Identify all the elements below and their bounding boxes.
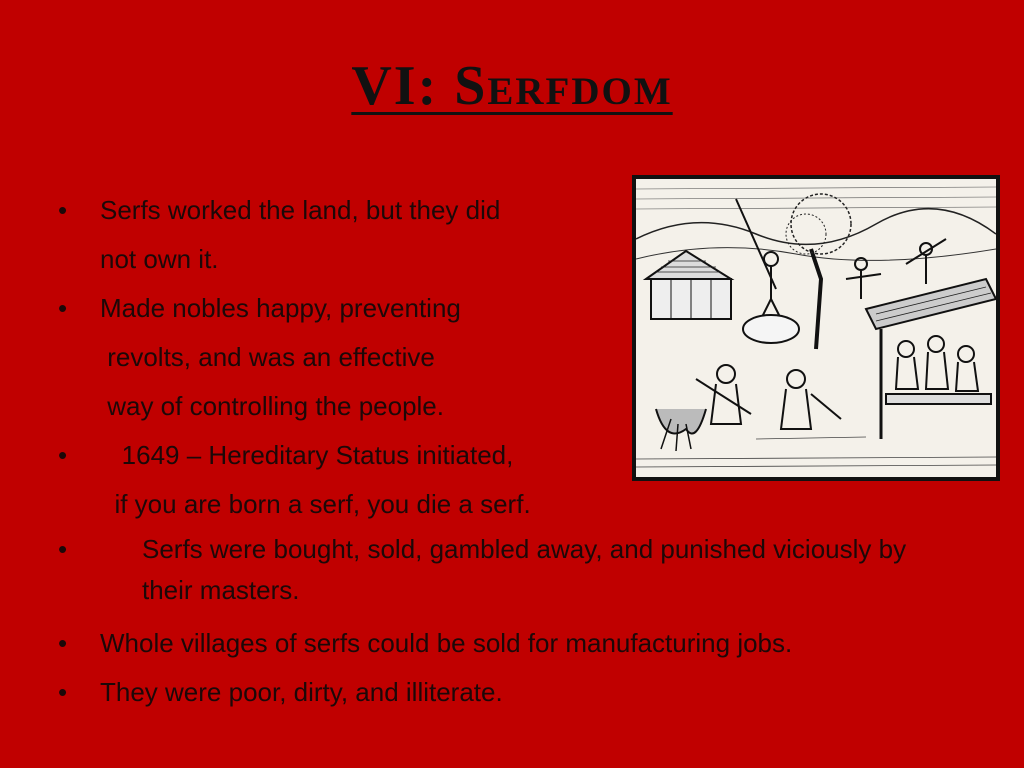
bullet-line [58, 668, 998, 717]
slide-title: VI: Serfdom [351, 55, 673, 117]
bullet-text: if you are born a serf, you die a serf. [100, 489, 531, 519]
bullet-marker: • [58, 195, 68, 225]
bullet-text: way of controlling the people. [100, 391, 444, 421]
bullet-line [58, 529, 998, 611]
bullet-text: Serfs were bought, sold, gambled away, and punished viciously by their masters. [142, 534, 907, 605]
woodcut-image [636, 179, 996, 477]
bullet-marker: • [58, 534, 68, 564]
bullet-marker: • [58, 293, 68, 323]
bullet-continuation [58, 480, 998, 529]
bullet-text: Made nobles happy, preventing [100, 293, 461, 323]
bullet-marker: • [58, 440, 68, 470]
bullet-text: Serfs worked the land, but they did [100, 195, 501, 225]
bullet-text: Whole villages of serfs could be sold for manufacturing jobs. [100, 628, 793, 658]
bullet-line [58, 619, 998, 668]
bullet-marker: • [58, 677, 68, 707]
serfdom-woodcut-illustration [632, 175, 1000, 481]
bullet-text: not own it. [100, 244, 219, 274]
bullet-text: They were poor, dirty, and illiterate. [100, 677, 503, 707]
bullet-text: revolts, and was an effective [100, 342, 435, 372]
bullet-marker: • [58, 628, 68, 658]
bullet-text: 1649 – Hereditary Status initiated, [100, 440, 514, 470]
